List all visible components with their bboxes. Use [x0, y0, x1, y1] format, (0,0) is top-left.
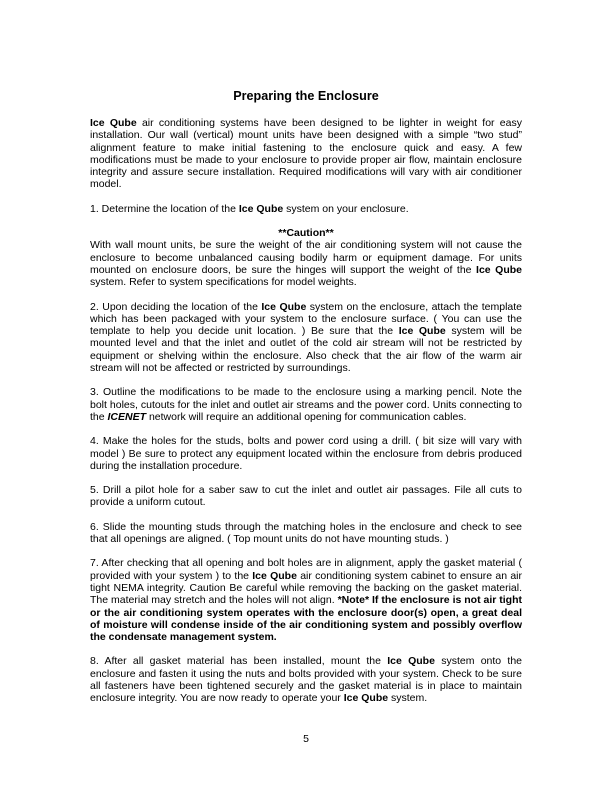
brand-name: Ice Qube: [398, 325, 446, 338]
step-7: 7. After checking that all opening and bolt holes are in alignment, apply the gasket material ( provided with your system ) to the Ice Qube air conditioning system cabinet to ensure an air tight NEMA integrity. Caution Be careful while removing the backing on the gasket material. The material may stretch and the holes will not align. *Note* If the enclosure is not air tight or the air conditioning system operates with the enclosure door(s) open, a great deal of moisture will condense inside of the air conditioning system and possibly overflow the condensate management system.: [90, 557, 523, 644]
brand-name: Ice Qube: [90, 117, 137, 129]
page-title: Preparing the Enclosure: [233, 89, 379, 103]
page-number: 5: [303, 733, 309, 745]
brand-name: Ice Qube: [476, 263, 522, 276]
brand-name: Ice Qube: [261, 300, 307, 313]
step-1: 1. Determine the location of the Ice Qube system on your enclosure.: [90, 202, 409, 215]
brand-name: Ice Qube: [343, 692, 389, 705]
step-6: 6. Slide the mounting studs through the matching holes in the enclosure and check to see that all openings are aligned. ( Top mount units do not have mounting studs. ): [90, 520, 522, 546]
network-name: ICENET: [107, 410, 147, 423]
brand-name: Ice Qube: [387, 655, 435, 668]
caution-paragraph: With wall mount units, be sure the weight of the air conditioning system will not cause the enclosure to become unbalanced causing bodily harm or equipment damage. For units mounted on enclosure doors, be sure the hinges will support the weight of the Ice Qube system. Refer to system specifications for model weights.: [90, 239, 522, 289]
step-4: 4. Make the holes for the studs, bolts and power cord using a drill. ( bit size will vary with model ) Be sure to protect any equipment located within the enclosure from debris produced during the installation procedure.: [90, 435, 522, 472]
step-2: 2. Upon deciding the location of the Ice Qube system on the enclosure, attach the template which has been packaged with your system to the enclosure surface. ( You can use the template to help you decide unit location. ) Be sure that the Ice Qube system will be mounted level and that the inlet and outlet of the cold air stream will not be restricted by equipment or shelving within the enclosure. Also check that the air flow of the warm air stream will not be affected or restricted by surroundings.: [90, 300, 523, 375]
intro-paragraph: Ice Qube air conditioning systems have been designed to be lighter in weight for easy installation. Our wall (vertical) mount units have been designed with a simple “two stud” alignment feature to make initial fastening to the enclosure quick and easy. A few modifications must be made to your enclosure to provide proper air flow, maintain enclosure integrity and assure secure installation. Required modifications will vary with air conditioner model.: [90, 117, 522, 191]
brand-name: Ice Qube: [238, 202, 284, 215]
step-5: 5. Drill a pilot hole for a saber saw to cut the inlet and outlet air passages. File all cuts to provide a uniform cutout.: [90, 484, 522, 509]
document-page: [90, 88, 522, 717]
brand-name: Ice Qube: [252, 569, 297, 582]
step-8: 8. After all gasket material has been installed, mount the Ice Qube system onto the enclosure and fasten it using the nuts and bolts provided with your system. Check to be sure all fasteners have been tightened securely and the gasket material is in place to maintain enclosure integrity. You are now ready to operate your Ice Qube system.: [90, 655, 522, 705]
moisture-note: *Note* If the enclosure is not air tight or the air conditioning system operates with the enclosure door(s) open, a great deal of moisture will condense inside of the air conditioning system and possibly overflow the condensate management system.: [90, 594, 523, 644]
step-3: 3. Outline the modifications to be made to the enclosure using a marking pencil. Note the bolt holes, cutouts for the inlet and outlet air streams and the power cord. Units connecting to the ICENET network will require an additional opening for communication cables.: [90, 386, 522, 423]
caution-heading: **Caution**: [278, 227, 334, 240]
